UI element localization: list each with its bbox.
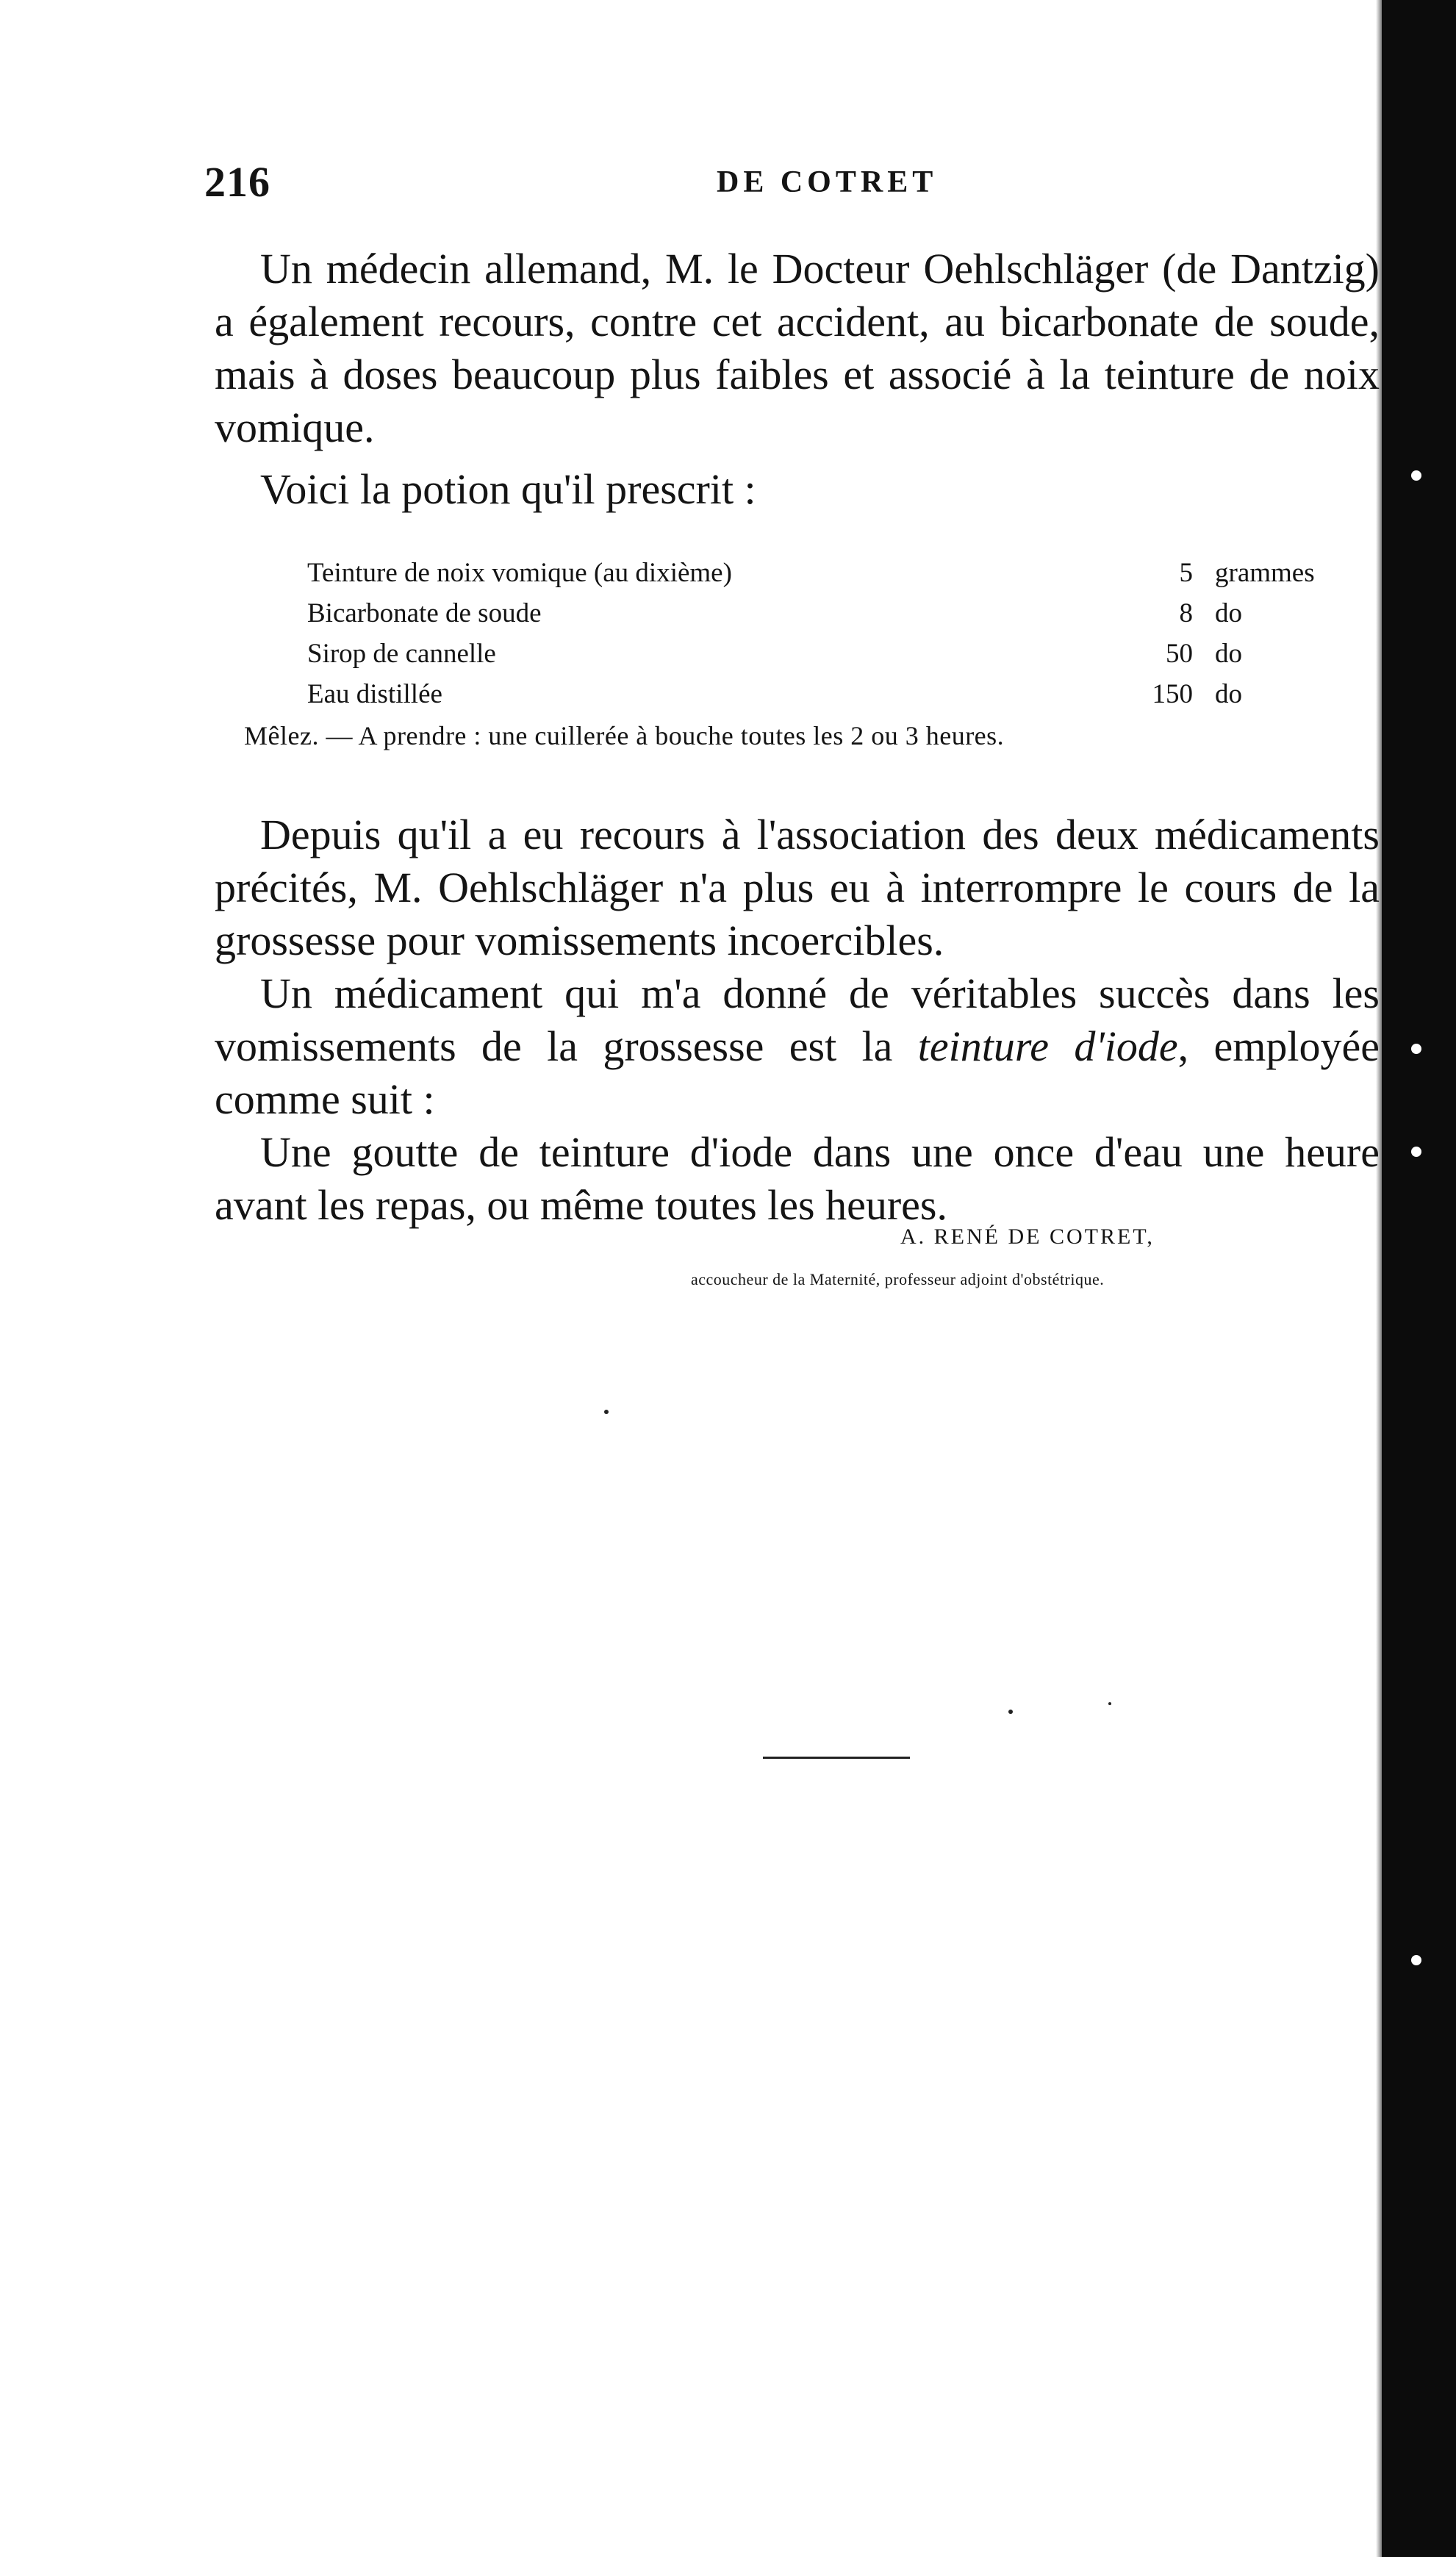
- paragraphs-continued: [215, 808, 1380, 1232]
- paragraph-5: Une goutte de teinture d'iode dans une once d'eau une heure avant les repas, ou même toutes les heures.: [215, 1128, 1380, 1229]
- unit: do: [1215, 639, 1242, 669]
- end-rule: [763, 1757, 910, 1759]
- unit: do: [1215, 598, 1242, 628]
- paragraph-2: [215, 463, 1380, 516]
- prescription-row: [307, 553, 1321, 593]
- paragraph-1: [215, 243, 1380, 454]
- ingredient: Eau distillée: [307, 679, 442, 709]
- ink-speck: [1008, 1710, 1013, 1714]
- unit: grammes: [1215, 558, 1315, 588]
- ingredient: Sirop de cannelle: [307, 639, 496, 669]
- prescription-row: [307, 674, 1321, 714]
- quantity: 8: [1179, 598, 1193, 628]
- ink-speck: [604, 1410, 609, 1414]
- edge-notch: [1411, 1955, 1421, 1965]
- quantity: 150: [1152, 679, 1193, 709]
- paragraph-3: Depuis qu'il a eu recours à l'association des deux médicaments précités, M. Oehlschläger n'a plus eu à interrompre le cours de la grossesse pour vomissements incoercibles.: [215, 811, 1380, 964]
- paragraph-4-text: Un médicament qui m'a donné de véritables succès dans les vomissements de la grossesse est la: [215, 969, 1380, 1070]
- edge-notch: [1411, 1044, 1421, 1054]
- quantity: 5: [1179, 558, 1193, 588]
- ink-speck: [1108, 1702, 1111, 1705]
- running-title: DE COTRET: [717, 165, 938, 199]
- author-signature: A. RENÉ DE COTRET,: [900, 1224, 1155, 1249]
- prescription-row: [307, 634, 1321, 674]
- page-edge-dark-border: [1382, 0, 1456, 2557]
- prescription-list: [307, 553, 1321, 714]
- ingredient: Bicarbonate de soude: [307, 598, 542, 628]
- prescription-row: [307, 593, 1321, 634]
- edge-notch: [1411, 470, 1421, 481]
- page-number: 216: [204, 158, 270, 206]
- paragraph-4-text-end: , employée comme suit :: [215, 1022, 1380, 1123]
- ingredient: Teinture de noix vomique (au dixième): [307, 558, 732, 588]
- author-affiliation: accoucheur de la Maternité, professeur adjoint d'obstétrique.: [691, 1270, 1105, 1288]
- remedy-name: teinture d'iode: [917, 1022, 1178, 1070]
- prescription-instruction: Mêlez. — A prendre : une cuillerée à bouche toutes les 2 ou 3 heures.: [244, 721, 1005, 750]
- quantity: 50: [1166, 639, 1193, 669]
- edge-notch: [1411, 1147, 1421, 1157]
- paragraph-text: Voici la potion qu'il prescrit :: [260, 465, 756, 513]
- unit: do: [1215, 679, 1242, 709]
- paragraph-4: [215, 967, 1380, 1126]
- paragraph-text: Un médecin allemand, M. le Docteur Oehlschläger (de Dantzig) a également recours, contre cet accident, au bicarbonate de soude, mais à doses beaucoup plus faibles et associé à la teinture de noix vomique.: [215, 245, 1380, 451]
